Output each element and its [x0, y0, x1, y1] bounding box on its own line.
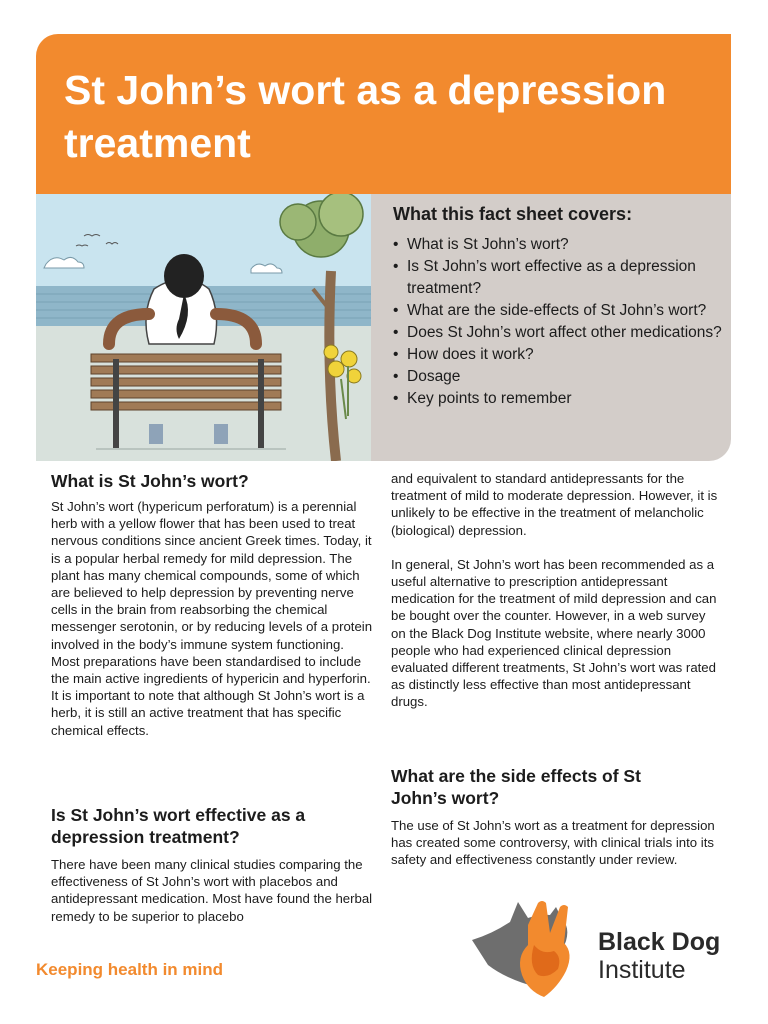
section-heading: Is St John’s wort effective as a depression treatment?	[51, 805, 306, 847]
logo-line-1: Black Dog	[598, 928, 721, 956]
section-body: and equivalent to standard antidepressants for the treatment of mild to moderate depression. However, it is unlikely to be effective in the treatment of melancholic (biological) depression.	[391, 471, 718, 538]
illustration-person-on-bench	[36, 194, 371, 461]
section-heading: What are the side effects of St John’s wort?	[391, 766, 641, 808]
section-effective	[51, 804, 376, 925]
list-item: • Does St John’s wort affect other medications?	[393, 324, 722, 341]
title-banner	[36, 34, 731, 194]
section-heading: What is St John’s wort?	[51, 471, 249, 491]
logo-line-2: Institute	[598, 956, 686, 984]
fact-sheet-covers-panel	[371, 194, 731, 461]
section-body: St John’s wort (hypericum perforatum) is a perennial herb with a yellow flower that has been used to treat nervous conditions since ancient Greek times. Today, it is a popular herbal remedy for mild depression. The plant has many chemical compounds, some of which are believed to help depression by preventing nerve cells in the brain from reabsorbing the chemical messenger serotonin, or by reducing levels of a protein involved in the body’s immune system functioning. Most preparations have been standardised to include the main active ingredients of hypericin and hyperforin. It is important to note that although St John’s wort is a herb, it is still an active treatment that has specific chemical effects.	[51, 499, 373, 738]
logo-text	[598, 928, 720, 984]
list-item: • Is St John’s wort effective as a depression treatment?	[393, 258, 696, 297]
section-what-is	[51, 470, 376, 739]
section-side-effects	[391, 765, 715, 869]
list-item: • What is St John’s wort?	[393, 236, 569, 253]
section-body: There have been many clinical studies comparing the effectiveness of St John’s wort with placebos and antidepressant medication. Most have found the herbal remedy to be superior to placebo	[51, 857, 373, 924]
list-item: • Key points to remember	[393, 390, 572, 407]
tagline: Keeping health in mind	[36, 960, 224, 979]
page-title: St John’s wort as a depression treatment	[64, 67, 667, 166]
covers-heading: What this fact sheet covers:	[393, 204, 633, 224]
list-item: • How does it work?	[393, 346, 534, 363]
section-body: In general, St John’s wort has been recommended as a useful alternative to prescription antidepressant medication for the treatment of mild depression and can be bought over the counter. However, in a web survey on the Black Dog Institute website, where nearly 3000 people who had experienced clinical depression evaluated different treatments, St John’s wort was rated as distinctly less effective than most antidepressant drugs.	[391, 556, 717, 710]
section-body: The use of St John’s wort as a treatment for depression has created some controversy, with clinical trials into its safety and effectiveness constantly under review.	[391, 818, 715, 868]
section-effective-continued	[391, 470, 721, 711]
list-item: • Dosage	[393, 368, 461, 385]
covers-list	[393, 234, 723, 410]
list-item: • What are the side-effects of St John’s wort?	[393, 302, 707, 319]
